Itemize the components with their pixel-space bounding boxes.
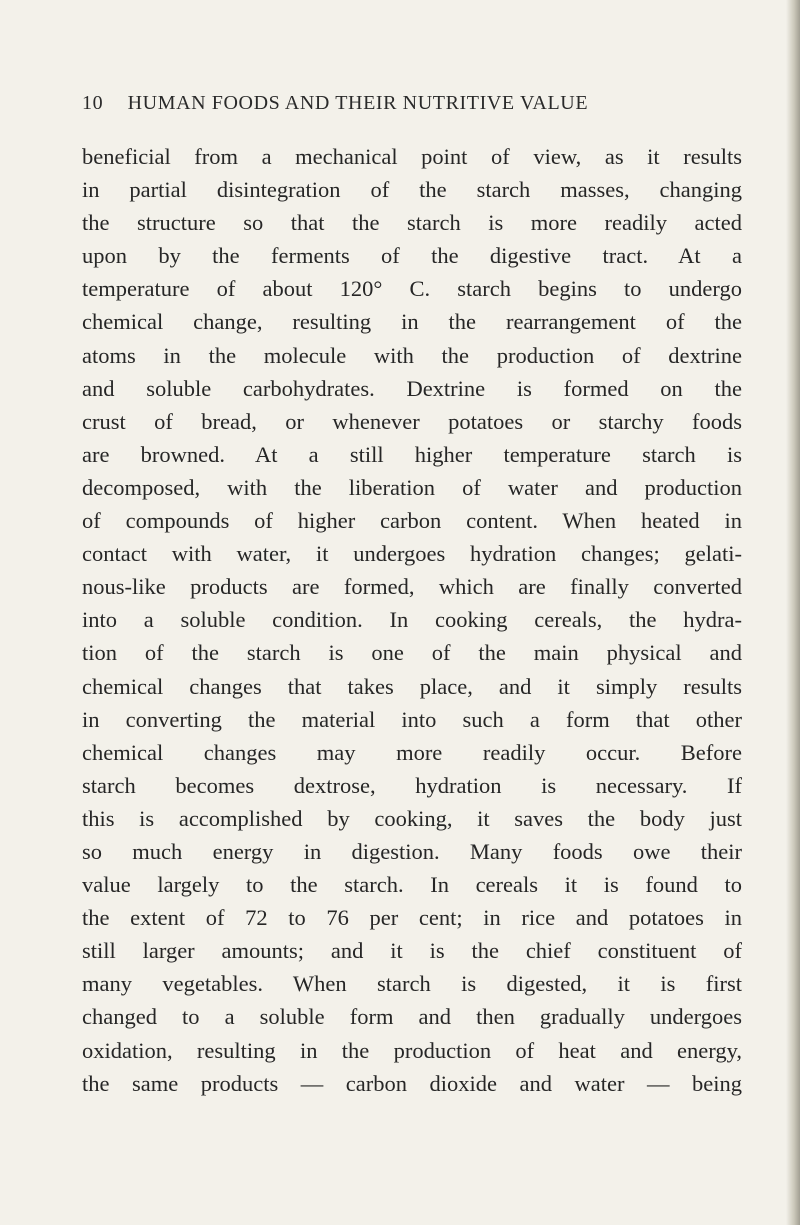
text-line: beneficial from a mechanical point of view, as it results bbox=[82, 144, 742, 169]
text-line: are browned. At a still higher temperature starch is bbox=[82, 441, 742, 467]
text-line: many vegetables. When starch is digested, it is first bbox=[82, 971, 742, 997]
text-line: the same products — carbon dioxide and water — being bbox=[82, 1070, 742, 1096]
text-line: tion of the starch is one of the main physical and bbox=[82, 640, 742, 666]
text-line: oxidation, resulting in the production of heat and energy, bbox=[82, 1037, 742, 1063]
page-edge-shadow bbox=[786, 0, 800, 1225]
running-title: HUMAN FOODS AND THEIR NUTRITIVE VALUE bbox=[127, 92, 589, 114]
text-line: upon by the ferments of the digestive tract. At a bbox=[82, 243, 742, 269]
text-line: still larger amounts; and it is the chief constituent of bbox=[82, 938, 742, 964]
text-line: so much energy in digestion. Many foods owe their bbox=[82, 838, 742, 864]
text-line: this is accomplished by cooking, it saves the body just bbox=[82, 805, 742, 831]
text-line: starch becomes dextrose, hydration is necessary. If bbox=[82, 772, 742, 798]
page-header bbox=[82, 92, 702, 120]
text-line: chemical changes that takes place, and it simply results bbox=[82, 673, 742, 699]
text-line: in partial disintegration of the starch masses, changing bbox=[82, 177, 742, 203]
text-line: the extent of 72 to 76 per cent; in rice and potatoes in bbox=[82, 905, 742, 931]
text-line: decomposed, with the liberation of water and production bbox=[82, 474, 742, 500]
text-line: temperature of about 120° C. starch begins to undergo bbox=[82, 276, 742, 302]
text-line: of compounds of higher carbon content. When heated in bbox=[82, 508, 742, 534]
text-line: in converting the material into such a form that other bbox=[82, 706, 742, 732]
text-line: chemical changes may more readily occur. Before bbox=[82, 739, 742, 765]
text-line: chemical change, resulting in the rearrangement of the bbox=[82, 309, 742, 335]
text-line: into a soluble condition. In cooking cereals, the hydra- bbox=[82, 607, 742, 633]
text-line: nous-like products are formed, which are finally converted bbox=[82, 574, 742, 600]
text-line: changed to a soluble form and then gradually undergoes bbox=[82, 1004, 742, 1030]
page-number: 10 bbox=[82, 92, 104, 114]
text-line: atoms in the molecule with the production of dextrine bbox=[82, 342, 742, 368]
text-line: contact with water, it undergoes hydration changes; gelati- bbox=[82, 541, 742, 567]
text-line: crust of bread, or whenever potatoes or starchy foods bbox=[82, 408, 742, 434]
text-line: and soluble carbohydrates. Dextrine is formed on the bbox=[82, 375, 742, 401]
body-paragraph bbox=[82, 140, 742, 1100]
text-line: value largely to the starch. In cereals it is found to bbox=[82, 872, 742, 898]
text-line: the structure so that the starch is more readily acted bbox=[82, 210, 742, 236]
